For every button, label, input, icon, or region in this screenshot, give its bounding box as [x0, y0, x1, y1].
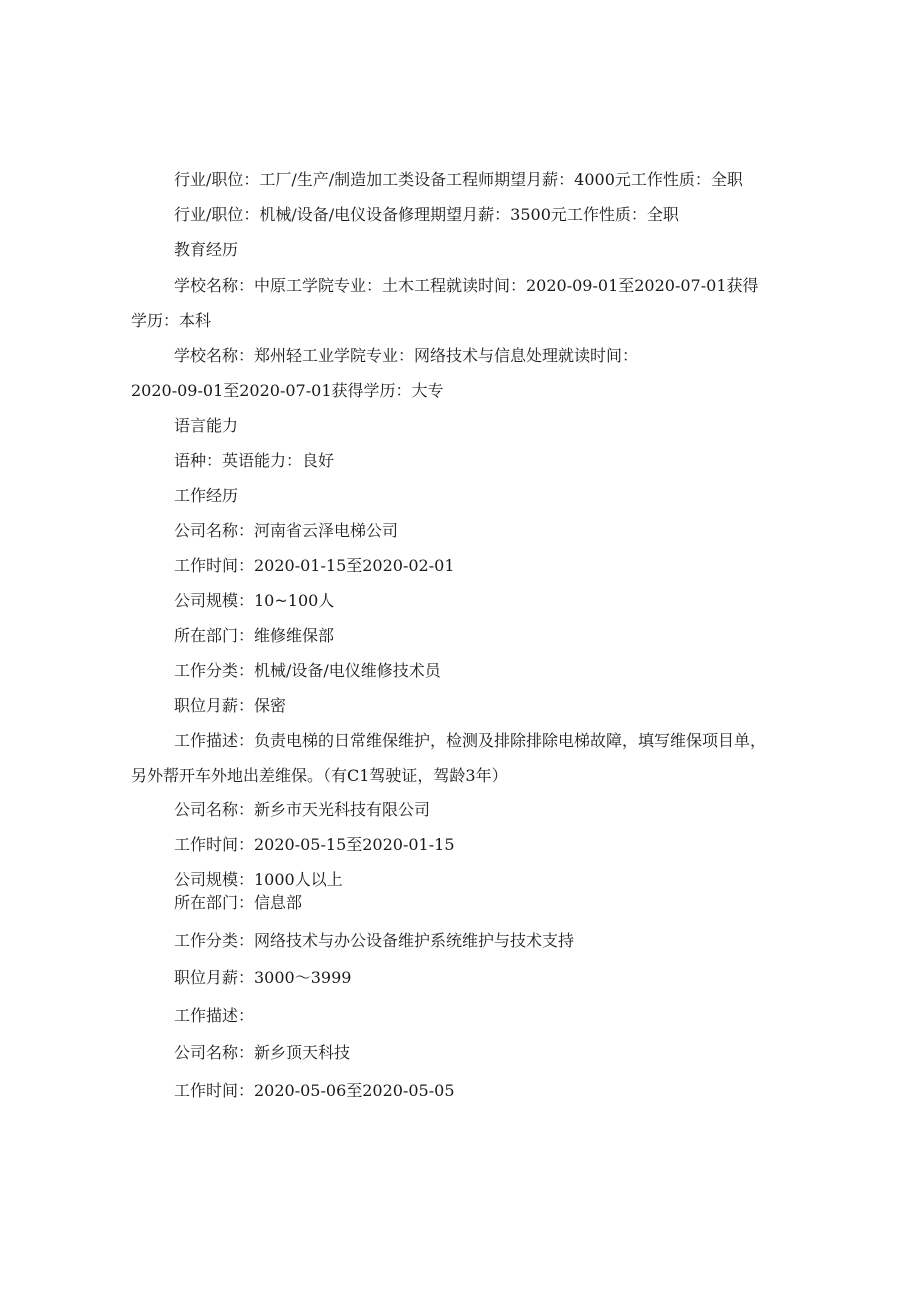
- work-2-company: 公司名称：新乡市天光科技有限公司: [174, 800, 431, 819]
- work-2-category: 工作分类：网络技术与办公设备维护系统维护与技术支持: [174, 931, 575, 950]
- work-1-department: 所在部门：维修维保部: [174, 626, 335, 645]
- section-heading-education: 教育经历: [174, 240, 239, 259]
- work-2-salary: 职位月薪：3000～3999: [174, 968, 352, 987]
- education-entry-2-line-1: 学校名称：郑州轻工业学院专业：网络技术与信息处理就读时间：: [174, 346, 639, 365]
- work-1-category: 工作分类：机械/设备/电仪维修技术员: [174, 661, 441, 680]
- work-2-size: 公司规模：1000人以上: [174, 870, 343, 889]
- section-heading-language: 语言能力: [174, 416, 239, 435]
- education-entry-1-line-1: 学校名称：中原工学院专业：土木工程就读时间：2020-09-01至2020-07-01获得: [174, 276, 759, 295]
- education-entry-1-line-2: 学历：本科: [131, 311, 212, 330]
- job-intent-line-1: 行业/职位：工厂/生产/制造加工类设备工程师期望月薪：4000元工作性质：全职: [174, 170, 743, 189]
- education-entry-2-line-2: 2020-09-01至2020-07-01获得学历：大专: [131, 381, 444, 400]
- work-1-description-line-1: 工作描述：负责电梯的日常维保维护，检测及排除排除电梯故障，填写维保项目单，: [174, 731, 767, 750]
- work-1-company: 公司名称：河南省云泽电梯公司: [174, 521, 399, 540]
- work-1-description-line-2: 另外帮开车外地出差维保。（有C1驾驶证，驾龄3年）: [131, 766, 508, 785]
- work-1-size: 公司规模：10~100人: [174, 591, 335, 610]
- language-entry: 语种：英语能力：良好: [174, 451, 335, 470]
- work-3-time: 工作时间：2020-05-06至2020-05-05: [174, 1081, 455, 1100]
- work-2-department: 所在部门：信息部: [174, 893, 303, 912]
- work-1-time: 工作时间：2020-01-15至2020-02-01: [174, 556, 455, 575]
- work-3-company: 公司名称：新乡顶天科技: [174, 1043, 351, 1062]
- work-2-description: 工作描述：: [174, 1006, 255, 1025]
- work-1-salary: 职位月薪：保密: [174, 696, 287, 715]
- section-heading-work: 工作经历: [174, 486, 239, 505]
- job-intent-line-2: 行业/职位：机械/设备/电仪设备修理期望月薪：3500元工作性质：全职: [174, 205, 679, 224]
- work-2-time: 工作时间：2020-05-15至2020-01-15: [174, 835, 455, 854]
